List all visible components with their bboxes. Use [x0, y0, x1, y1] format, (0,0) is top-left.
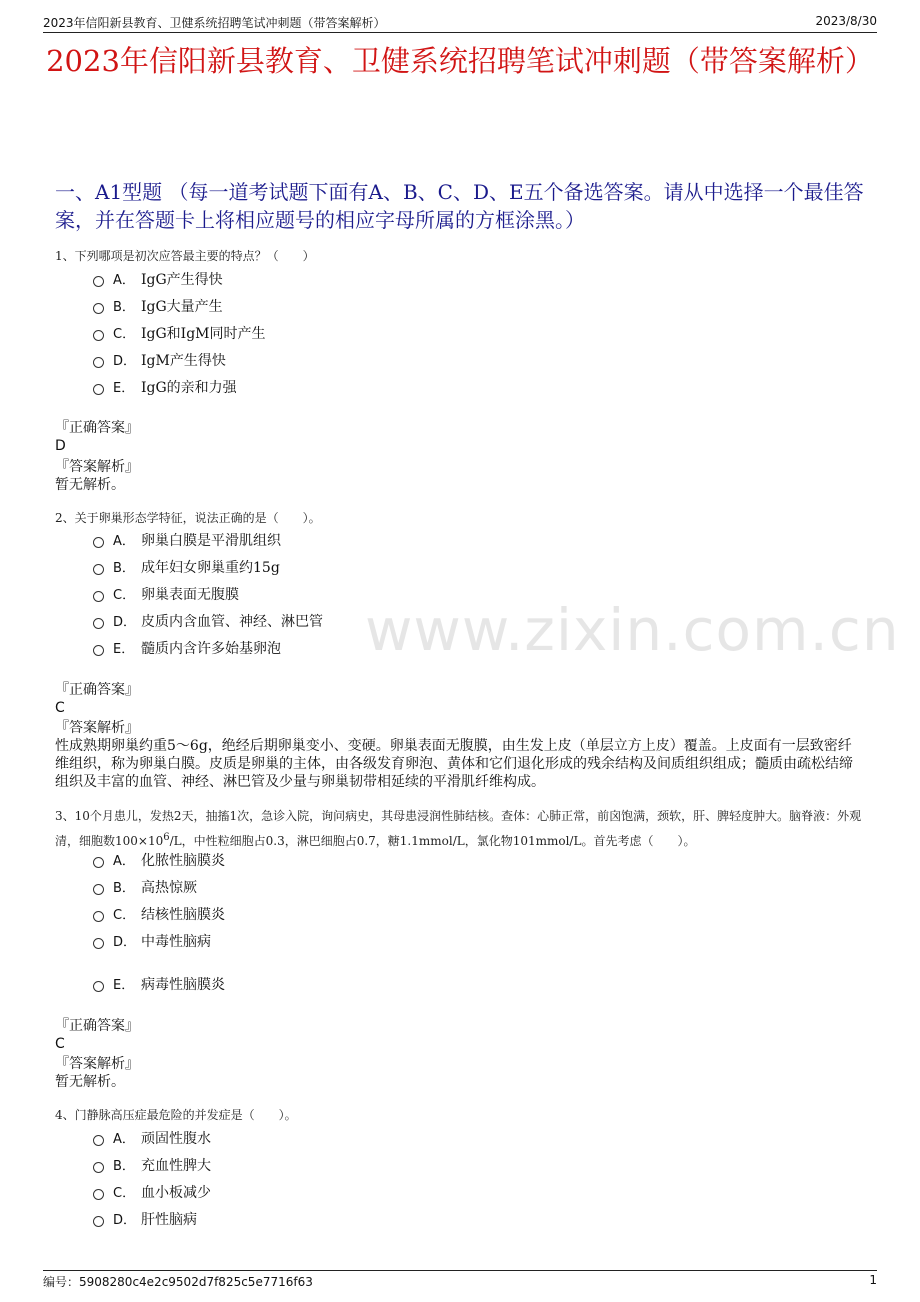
correct-answer-label: 『正确答案』 — [55, 1018, 139, 1034]
page-number: 1 — [869, 1273, 877, 1287]
radio-icon[interactable] — [93, 911, 104, 922]
option-e[interactable]: E． 髓质内含许多始基卵泡 — [93, 639, 281, 659]
radio-icon[interactable] — [93, 537, 104, 548]
option-d[interactable]: D． 中毒性脑病 — [93, 932, 211, 952]
header-title: 2023年信阳新县教育、卫健系统招聘笔试冲刺题（带答案解析） — [43, 16, 386, 30]
header-date: 2023/8/30 — [815, 14, 877, 28]
radio-icon[interactable] — [93, 591, 104, 602]
option-c[interactable]: C． IgG和IgM同时产生 — [93, 324, 266, 344]
correct-answer-label: 『正确答案』 — [55, 420, 139, 436]
question-stem: 3、10个月患儿，发热2天，抽搐1次，急诊入院，询问病史，其母患浸润性肺结核。查体：心肺正常，前囟饱满，颈软，肝、脾轻度肿大。脑脊液：外观清，细胞数$100\times 10^6/L$，中性粒细胞占0.3，淋巴细胞占0.7，糖1.1mmol/L，氯化物101mmol/L。首先考虑（ ）。 — [55, 809, 862, 848]
radio-icon[interactable] — [93, 938, 104, 949]
option-d[interactable]: D． 皮质内含血管、神经、淋巴管 — [93, 612, 323, 632]
option-e[interactable]: E． 病毒性脑膜炎 — [93, 975, 225, 995]
page-footer — [43, 1270, 877, 1289]
section-heading: 一、A1型题 （每一道考试题下面有A、B、C、D、E五个备选答案。请从中选择一个最佳答案，并在答题卡上将相应题号的相应字母所属的方框涂黑。） — [55, 180, 864, 232]
option-a[interactable]: A． 化脓性脑膜炎 — [93, 851, 225, 871]
option-b[interactable]: B． 高热惊厥 — [93, 878, 197, 898]
radio-icon[interactable] — [93, 857, 104, 868]
analysis-label: 『答案解析』 — [55, 720, 139, 736]
option-e[interactable]: E． IgG的亲和力强 — [93, 378, 237, 398]
option-a[interactable]: A． 卵巢白膜是平滑肌组织 — [93, 531, 281, 551]
correct-answer: C — [55, 700, 65, 716]
radio-icon[interactable] — [93, 1135, 104, 1146]
option-d[interactable]: D． IgM产生得快 — [93, 351, 226, 371]
radio-icon[interactable] — [93, 357, 104, 368]
option-b[interactable]: B． 充血性脾大 — [93, 1156, 211, 1176]
radio-icon[interactable] — [93, 1216, 104, 1227]
option-a[interactable]: A． 顽固性腹水 — [93, 1129, 211, 1149]
question-stem: 2、关于卵巢形态学特征，说法正确的是（ ）。 — [55, 511, 321, 525]
question-stem: 4、门静脉高压症最危险的并发症是（ ）。 — [55, 1108, 297, 1122]
option-c[interactable]: C． 卵巢表面无腹膜 — [93, 585, 239, 605]
analysis-label: 『答案解析』 — [55, 1056, 139, 1072]
option-b[interactable]: B． 成年妇女卵巢重约15g — [93, 558, 280, 578]
watermark: www.zixin.com.cn — [365, 596, 900, 664]
radio-icon[interactable] — [93, 618, 104, 629]
radio-icon[interactable] — [93, 645, 104, 656]
radio-icon[interactable] — [93, 384, 104, 395]
radio-icon[interactable] — [93, 1189, 104, 1200]
radio-icon[interactable] — [93, 884, 104, 895]
correct-answer: D — [55, 438, 66, 454]
correct-answer-label: 『正确答案』 — [55, 682, 139, 698]
radio-icon[interactable] — [93, 1162, 104, 1173]
radio-icon[interactable] — [93, 981, 104, 992]
radio-icon[interactable] — [93, 564, 104, 575]
option-a[interactable]: A． IgG产生得快 — [93, 270, 223, 290]
question-stem: 1、下列哪项是初次应答最主要的特点？（ ） — [55, 249, 315, 263]
radio-icon[interactable] — [93, 303, 104, 314]
analysis-text: 暂无解析。 — [55, 477, 125, 493]
option-c[interactable]: C． 血小板减少 — [93, 1183, 211, 1203]
page-header — [43, 12, 877, 33]
radio-icon[interactable] — [93, 330, 104, 341]
analysis-text: 性成熟期卵巢约重5～6g，绝经后期卵巢变小、变硬。卵巢表面无腹膜，由生发上皮（单层立方上皮）覆盖。上皮面有一层致密纤维组织，称为卵巢白膜。皮质是卵巢的主体，由各级发育卵泡、黄体和它们退化形成的残余结构及间质组织组成；髓质由疏松结缔组织及丰富的血管、神经、淋巴管及少量与卵巢韧带相延续的平滑肌纤维构成。 — [55, 738, 853, 790]
correct-answer: C — [55, 1036, 65, 1052]
document-id: 编号：5908280c4e2c9502d7f825c5e7716f63 — [43, 1275, 313, 1289]
option-c[interactable]: C． 结核性脑膜炎 — [93, 905, 225, 925]
radio-icon[interactable] — [93, 276, 104, 287]
option-b[interactable]: B． IgG大量产生 — [93, 297, 223, 317]
analysis-text: 暂无解析。 — [55, 1074, 125, 1090]
option-d[interactable]: D． 肝性脑病 — [93, 1210, 197, 1230]
document-title: 2023年信阳新县教育、卫健系统招聘笔试冲刺题（带答案解析） — [46, 44, 874, 78]
analysis-label: 『答案解析』 — [55, 459, 139, 475]
